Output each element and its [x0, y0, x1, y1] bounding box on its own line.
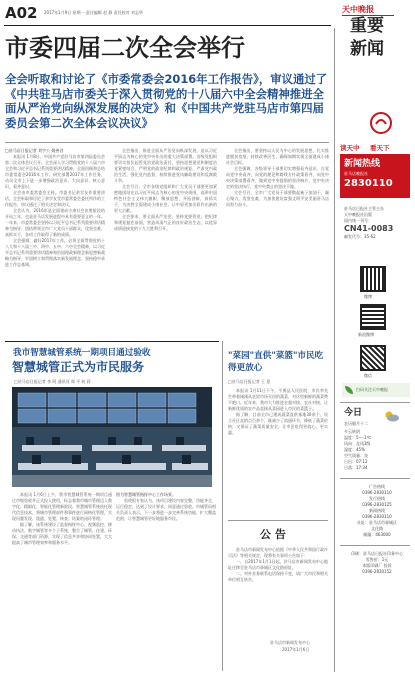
- notice-date: 2017年1月6日: [282, 647, 310, 652]
- sidebar-ad: [340, 154, 410, 198]
- lead-paragraph: 全会号召，全市广大党员干部要撸起袖子加油干，凝心聚力，攻坚克难，为加快建设富强文明平安美丽驻马店而努力奋斗。: [226, 190, 329, 207]
- leaf-icon: [345, 386, 353, 394]
- section-title-2: 新闻: [350, 39, 384, 59]
- contact-line: 广告热线: [369, 484, 385, 489]
- weather-line: 风向：北风3级: [344, 441, 371, 446]
- footer-line: 零售价：1元: [365, 557, 389, 562]
- weather-line: 空气质量：良: [344, 453, 368, 458]
- contact-line: 0396-2830110: [362, 514, 392, 519]
- section-title-1: 重要: [350, 16, 384, 36]
- ad-big-text: 新闻热线: [344, 159, 381, 169]
- story2-headline: 智慧城管正式为市民服务: [12, 360, 145, 374]
- footer-line: 0396-2830152: [362, 569, 392, 574]
- notice-rule: [228, 520, 328, 521]
- lead-headline: 市委四届二次全会举行: [5, 34, 245, 62]
- story2-kicker: 我市智慧城管系统一期项目通过验收: [13, 348, 151, 358]
- lead-paragraph: 本报讯 1月8日，中国共产党驻马店市第四届委员会第二次全体会议召开。全会深入学习贯彻党的十八届六中全会和习近平总书记系列重要讲话精神，全面回顾和总结市委常委会2016年工作，研究部署2017年工作任务，动员全市上下进一步增强政治意识、大局意识、核心意识、看齐意识。: [5, 154, 105, 189]
- lead-paragraph: 全会指出，要坚持以人民为中心的发展思想，扎实推进脱贫攻坚，持续改善民生，确保如期实现全面建成小康社会目标。: [226, 148, 329, 165]
- notice-issuer: 驻马店市新闻发布中心: [270, 640, 310, 645]
- fact-line: 天中晚报社出版: [344, 212, 372, 217]
- paper-logo-icon: [370, 112, 392, 134]
- weather-line: 日出：07:12: [344, 459, 368, 464]
- contact-line: 发行热线: [369, 496, 385, 501]
- contact-block: [344, 484, 410, 538]
- lead-column-2: [114, 148, 217, 336]
- sidebar-logo: [370, 112, 392, 134]
- qr-code-weibo: [360, 266, 386, 292]
- lead-paragraph: 全会强调，各级领导干部要切实增强看齐意识，自觉向党中央看齐，向党的理论和路线方针政策看齐，向党中央决策部署看齐，做到党中央提倡的坚决响应、党中央决定的坚决执行、党中央禁止的坚决不做。: [226, 166, 329, 189]
- weather-day: 今日: [344, 408, 363, 418]
- story2-caption: 图为智慧城管指挥中心工作场景。: [116, 492, 176, 497]
- weather-icon: [384, 408, 400, 422]
- cloud-icon: [384, 409, 400, 423]
- story2-byline: □驻马店日报记者 李 明 通讯员 郑 平 何 莉: [14, 379, 91, 384]
- story2-photo: [12, 387, 212, 487]
- promo-text: 扫码关注天中晚报: [356, 387, 388, 392]
- ad-phone: 2830110: [344, 178, 393, 189]
- story3-divider: [222, 341, 223, 671]
- weather-line: 温度：5～-3℃: [344, 435, 372, 440]
- lead-deck-rule: [5, 142, 329, 143]
- fact-issn: CN41-0083: [344, 224, 394, 233]
- weather-date: 农历腊月十二: [344, 421, 368, 426]
- qr-code-sina: [360, 304, 386, 330]
- sidebar-divider: [334, 28, 335, 672]
- footer-line: 印刷：驻马店日报社印务中心: [351, 551, 403, 556]
- weather-details: [344, 429, 410, 471]
- contact-line: 0396-2830110: [362, 490, 392, 495]
- contact-line: 社址：驻马店市驿城区: [357, 520, 397, 525]
- paper-name: 天中晚报: [342, 5, 374, 14]
- lead-column-3: [226, 148, 329, 336]
- notice-body: [228, 547, 328, 637]
- lead-paragraph: 全会由市委常委会主持。市委书记余学友作重要讲话。全会听取和讨论了余学友受市委常委会委托所作的工作报告，审议通过了相关决定和决议。: [5, 190, 105, 207]
- story2-paragraph: 本报讯 1月6日上午，我市智慧城管系统一期项目通过市级验收并正式投入使用，标志着我市城市管理迈入数字化、精细化、智能化管理新阶段。智慧城管系统依托现代信息技术，将城市管理部件和事件进行网格化管理，实现问题发现、派遣、处置、核查、结案的闭环管理。: [12, 492, 112, 521]
- notice-paragraph: 一、自2017年1月1日起，驻马店市新闻发布中心地址迁移至驻马店市驿城区文化路原址。: [228, 559, 328, 570]
- contact-rule: [340, 478, 410, 479]
- dateline: 2017年1月9日 星期一 责任编辑 赵 静 责任校对 刘志华: [44, 10, 143, 15]
- qr-label-wechat: 微信: [364, 373, 372, 378]
- story2-top-rule: [5, 341, 219, 342]
- footer-block: [344, 551, 410, 575]
- weather-line: 多云转阴: [344, 429, 360, 434]
- footer-rule: [340, 545, 410, 546]
- fact-line: 驻马店日报社主管主办: [344, 206, 384, 211]
- qr-code-wechat: [360, 345, 386, 371]
- slogan-a: 读天中: [340, 144, 360, 152]
- footer-line: 本版印刷厂 投诉: [362, 563, 392, 568]
- story3-body: [228, 388, 328, 514]
- lead-deck: 全会听取和讨论了《市委常委会2016年工作报告》，审议通过了《中共驻马店市委关于深入贯彻党的十八届六中全会精神推进全面从严治党向纵深发展的决定》和《中国共产党驻马店市第四届委员会第二次全体会议决议》: [5, 72, 328, 130]
- story3-headline: "菜园"直供"菜篮"市民吃得更放心: [228, 351, 324, 373]
- contact-line: 文化路: [371, 526, 383, 531]
- story3-byline: □驻马店日报记者 王 思: [228, 379, 271, 384]
- lead-paragraph: 全会强调，做好2017年工作，必须全面贯彻党的十八大和十八届三中、四中、五中、六中全会精神，以习近平总书记系列重要讲话精神和治国理政新理念新思想新战略为指导，牢固树立和贯彻落实新发展理念，坚持稳中求进工作总基调。: [5, 238, 105, 267]
- story2-column-1: [12, 492, 112, 632]
- lead-paragraph: 全会指出，推进全面从严治党向纵深发展，是以习近平同志为核心的党中央作出的重大决策部署。各级党组织要切实担负起管党治党政治责任，坚持思想建党和制度治党紧密结合，严明党的政治纪律和政治规矩，严肃党内政治生活，强化党内监督，持续推进党风廉政建设和反腐败斗争。: [114, 148, 217, 183]
- weather-rule: [340, 402, 410, 403]
- lead-byline: □驻马店日报记者 刘宇公 姚善君: [5, 148, 64, 153]
- story3-paragraph: 本报讯 1月11日下午，平舆县人民医院，市民李先生带着刚刚从农贸市场买回的蔬菜，对这里新鲜的蔬菜赞不绝口。近年来，我市大力推进农超对接、农社对接，让新鲜优质的农产品直接从菜园进入市民的菜篮子。: [228, 388, 328, 411]
- story2-paragraph: 验收组专家认为，该项目建设内容完整，功能齐全，运行稳定，达到了设计要求，同意通过验收。市城管局相关负责人表示，下一步将进一步完善系统功能，扩大覆盖范围，让智慧城管更好地服务市民。: [116, 498, 216, 521]
- story3-paragraph: 据了解，目前全市已建成蔬菜直供基地30余个，设立社区直销点百余个，既减少了流通环节，降低了蔬菜价格，又保证了蔬菜质量安全，让市民吃得更放心、更实惠。: [228, 412, 328, 435]
- lead-paragraph: 全会要求，要全面从严治党，坚持党要管党，把纪律和规矩挺在前面，营造风清气正的良好政治生态，以优异成绩迎接党的十九大胜利召开。: [114, 214, 217, 231]
- lead-paragraph: 全会认为，2016年是全面建成小康社会决胜阶段的开局之年，也是驻马店发展进程中具有重要意义的一年。一年来，市委常委会坚持以习近平总书记系列重要讲话精神为指导，团结带领全市广大党员干部群众，攻坚克难，真抓实干，各项工作取得了新的成绩。: [5, 208, 105, 237]
- contact-line: 新闻热线: [369, 508, 385, 513]
- notice-paragraph: 二、对外业务联系电话保持不变，请广大市民和相关单位相互转告。: [228, 571, 328, 582]
- promo-bar: [342, 383, 410, 397]
- fact-line: 国内统一刊号：: [344, 218, 372, 223]
- notice-paragraph: 驻马店市新闻发布中心依据《中华人民共和国行政许可法》等相关规定，现将有关事项公告如下：: [228, 547, 328, 558]
- contact-line: 邮编：463000: [363, 532, 391, 537]
- story2-column-2: [116, 492, 216, 632]
- weather-line: 日落：17:34: [344, 465, 368, 470]
- lead-column-1: [5, 148, 105, 336]
- notice-title: 公 告: [260, 528, 286, 541]
- command-center-photo: [12, 387, 212, 487]
- story2-paragraph: 据了解，该系统建设了监督指挥中心、视频监控、移动执法、数字城管等多个子系统，整合了城管、住建、环保、交通等部门资源，实现了信息共享和协同处置，大大提高了城市管理效率和服务水平。: [12, 522, 112, 545]
- contact-line: 0396-2830125: [362, 502, 392, 507]
- page-code: A02: [5, 4, 38, 22]
- publication-facts: [344, 206, 410, 240]
- qr-label-sina: 新浪微博: [358, 332, 374, 337]
- slogan-b: 看天下: [370, 144, 390, 152]
- header-rule: [4, 25, 331, 26]
- qr-label-weibo: 微博: [364, 294, 372, 299]
- fact-line: 邮发代号：35-62: [344, 234, 376, 239]
- lead-paragraph: 全会号召，全市各级党组织和广大党员干部要更加紧密地团结在以习近平同志为核心的党中央周围，高举中国特色社会主义伟大旗帜，解放思想，开拓创新，真抓实干，为决胜全面建成小康社会、让中原更加出彩作出新的更大贡献。: [114, 184, 217, 213]
- weather-line: 湿度：45%: [344, 447, 365, 452]
- ad-text: 驻马店晚报社: [344, 171, 368, 176]
